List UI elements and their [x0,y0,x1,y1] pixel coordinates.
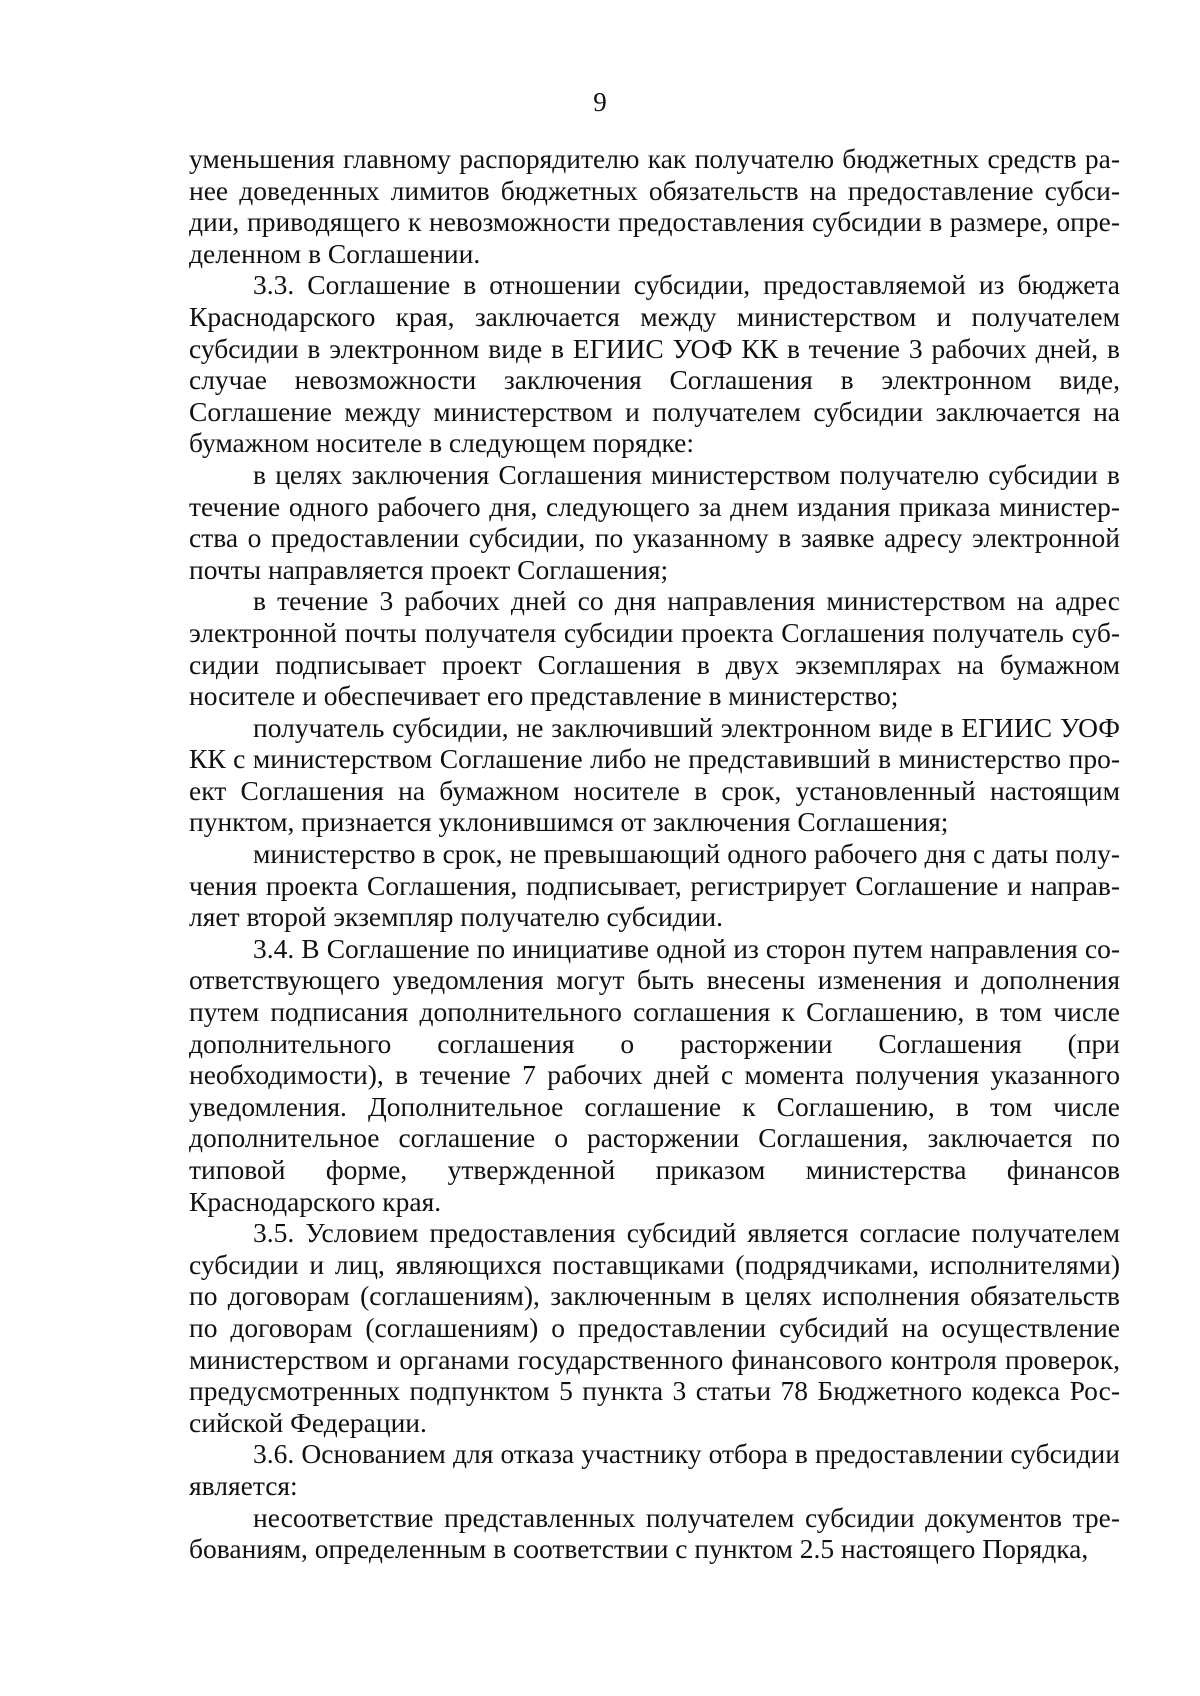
document-body [189,143,1120,1565]
paragraph-3-5: 3.5. Условием предоставления субсидий является согласие получателем субсидии и лиц, являющихся поставщиками (подрядчиками, исполнителями) по договорам (соглашениям), заключенным в целях исполнения обязательств по договорам (соглашениям) о предоставлении субсидий на осуществление министерством и органами государственного финансового контроля проверок, предусмотренных подпунктом 5 пункта 3 статьи 78 Бюджетного кодекса Российской Федерации. [189,1217,1120,1438]
paragraph-3-3-step-3: получатель субсидии, не заключивший электронном виде в ЕГИИС УОФ КК с министерством Соглашение либо не представивший в министерство проект Соглашения на бумажном носителе в срок, установленный настоящим пунктом, признается уклонившимся от заключения Соглашения; [189,711,1120,838]
paragraph-3-3: 3.3. Соглашение в отношении субсидии, предоставляемой из бюджета Краснодарского края, заключается между министерством и получателем субсидии в электронном виде в ЕГИИС УОФ КК в течение 3 рабочих дней, в случае невозможности заключения Соглашения в электронном виде, Соглашение между министерством и получателем субсидии заключается на бумажном носителе в следующем порядке: [189,269,1120,459]
paragraph-3-6-item-1: несоответствие представленных получателем субсидии документов требованиям, определенным в соответствии с пунктом 2.5 настоящего Порядка, [189,1501,1120,1565]
paragraph-continuation: уменьшения главному распорядителю как получателю бюджетных средств ранее доведенных лимитов бюджетных обязательств на предоставление субсидии, приводящего к невозможности предоставления субсидии в размере, определенном в Соглашении. [189,143,1120,269]
page-number: 9 [593,87,607,117]
paragraph-3-4: 3.4. В Соглашение по инициативе одной из сторон путем направления соответствующего уведомления могут быть внесены изменения и дополнения путем подписания дополнительного соглашения к Соглашению, в том числе дополнительного соглашения о расторжении Соглашения (при необходимости), в течение 7 рабочих дней с момента получения указанного уведомления. Дополнительное соглашение к Соглашению, в том числе дополнительное соглашение о расторжении Соглашения, заключается по типовой форме, утвержденной приказом министерства финансов Краснодарского края. [189,932,1120,1217]
paragraph-3-3-step-4: министерство в срок, не превышающий одного рабочего дня с даты получения проекта Соглашения, подписывает, регистрирует Соглашение и направляет второй экземпляр получателю субсидии. [189,838,1120,933]
paragraph-3-3-step-1: в целях заключения Соглашения министерством получателю субсидии в течение одного рабочего дня, следующего за днем издания приказа министерства о предоставлении субсидии, по указанному в заявке адресу электронной почты направляется проект Соглашения; [189,458,1120,585]
paragraph-3-6: 3.6. Основанием для отказа участнику отбора в предоставлении субсидии является: [189,1438,1120,1501]
paragraph-3-3-step-2: в течение 3 рабочих дней со дня направления министерством на адрес электронной почты получателя субсидии проекта Соглашения получатель субсидии подписывает проект Соглашения в двух экземплярах на бумажном носителе и обеспечивает его представление в министерство; [189,585,1120,712]
